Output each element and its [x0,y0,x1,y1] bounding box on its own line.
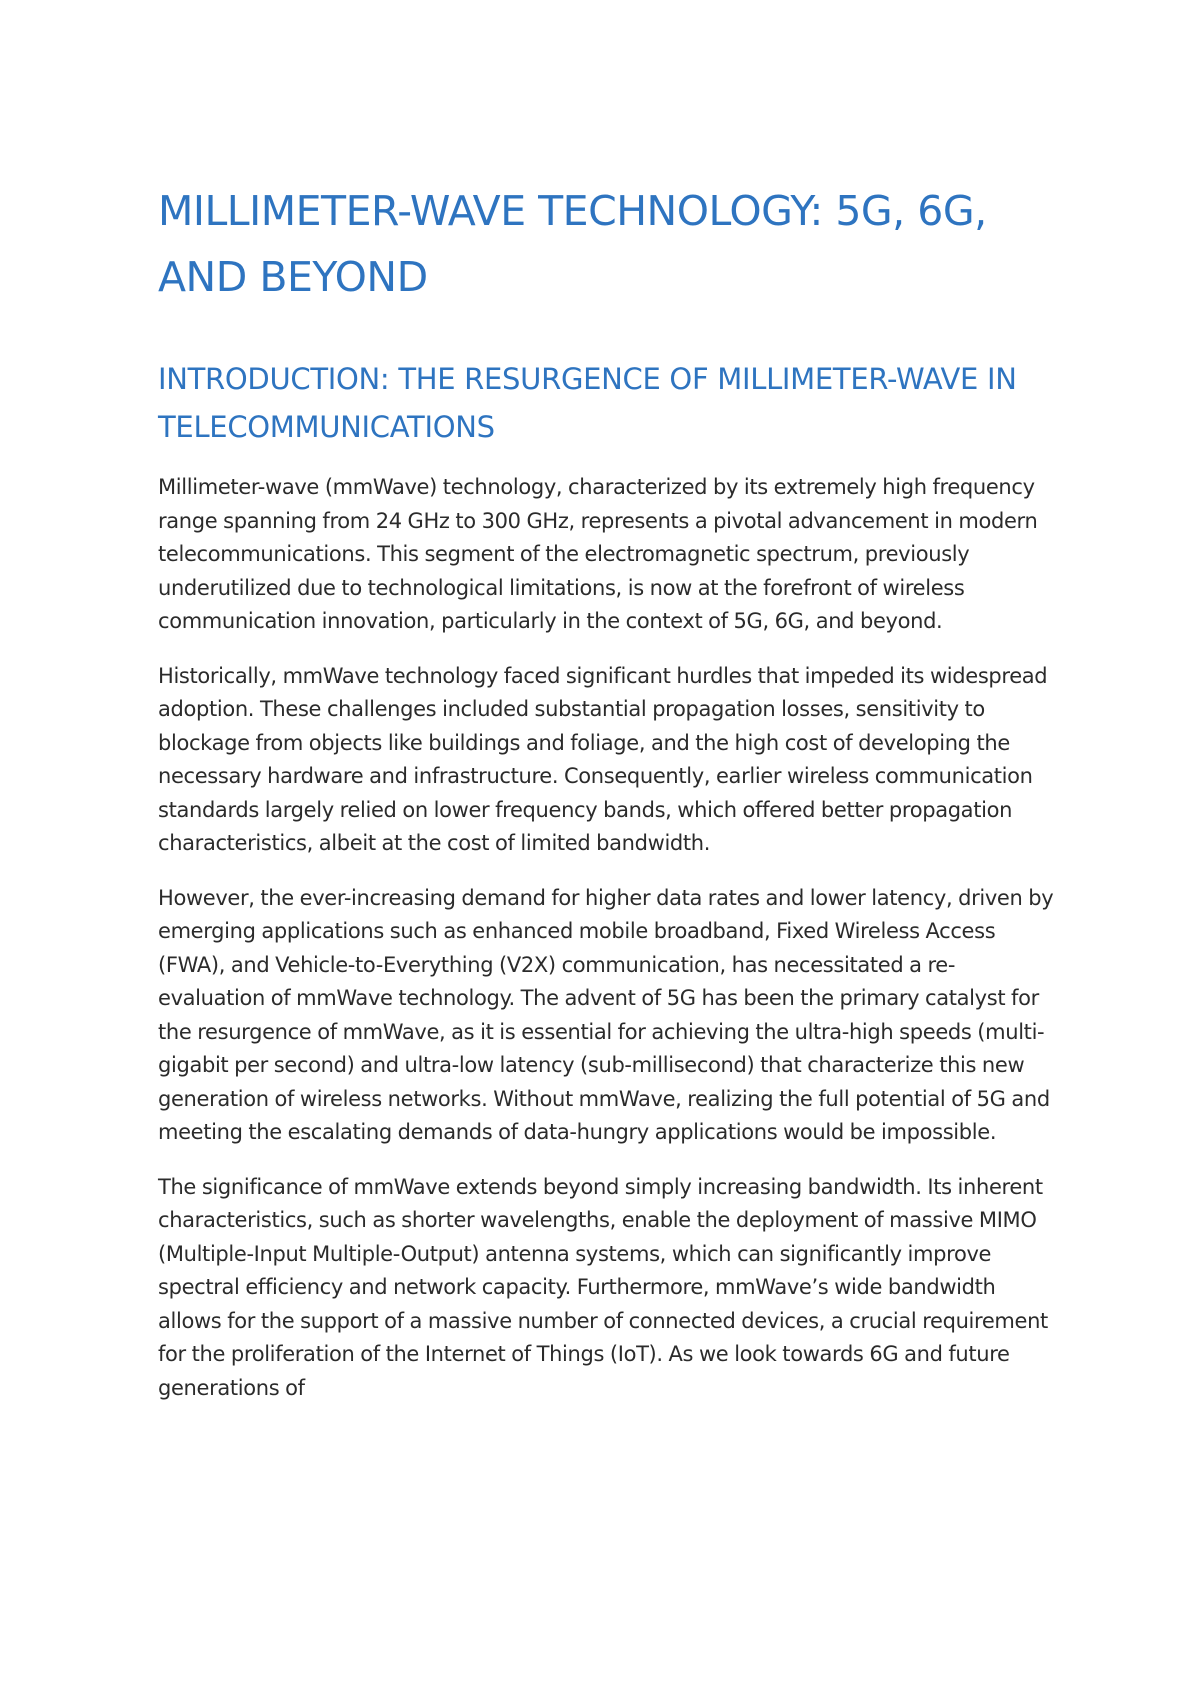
paragraph-2: Historically, mmWave technology faced significant hurdles that impeded its widespread adoption. These challenges included substantial propagation losses, sensitivity to blockage from objects like buildings and foliage, and the high cost of developing the necessary hardware and infrastructure. Consequently, earlier wireless communication standards largely relied on lower frequency bands, which offered better propagation characteristics, albeit at the cost of limited bandwidth. [158,663,1048,855]
paragraph-4: The significance of mmWave extends beyond simply increasing bandwidth. Its inherent characteristics, such as shorter wavelengths, enable the deployment of massive MIMO (Multiple-Input Multiple-Output) antenna systems, which can significantly improve spectral efficiency and network capacity. Furthermore, mmWave’s wide bandwidth allows for the support of a massive number of connected devices, a crucial requirement for the proliferation of the Internet of Things (IoT). As we look towards 6G and future generations of [158,1174,1048,1400]
section-heading: INTRODUCTION: THE RESURGENCE OF MILLIMETER-WAVE IN TELECOMMUNICATIONS [158,362,1017,444]
paragraph-1: Millimeter-wave (mmWave) technology, characterized by its extremely high frequency range spanning from 24 GHz to 300 GHz, represents a pivotal advancement in modern telecommunications. This segment of the electromagnetic spectrum, previously underutilized due to technological limitations, is now at the forefront of wireless communication innovation, particularly in the context of 5G, 6G, and beyond. [158,475,1038,633]
document-page [158,178,1058,1405]
paragraph-3: However, the ever-increasing demand for higher data rates and lower latency, driven by emerging applications such as enhanced mobile broadband, Fixed Wireless Access (FWA), and Vehicle-to-Everything (V2X) communication, has necessitated a re-evaluation of mmWave technology. The advent of 5G has been the primary catalyst for the resurgence of mmWave, as it is essential for achieving the ultra-high speeds (multi-gigabit per second) and ultra-low latency (sub-millisecond) that characterize this new generation of wireless networks. Without mmWave, realizing the full potential of 5G and meeting the escalating demands of data-hungry applications would be impossible. [158,885,1054,1144]
document-title: MILLIMETER-WAVE TECHNOLOGY: 5G, 6G, AND BEYOND [158,187,987,301]
